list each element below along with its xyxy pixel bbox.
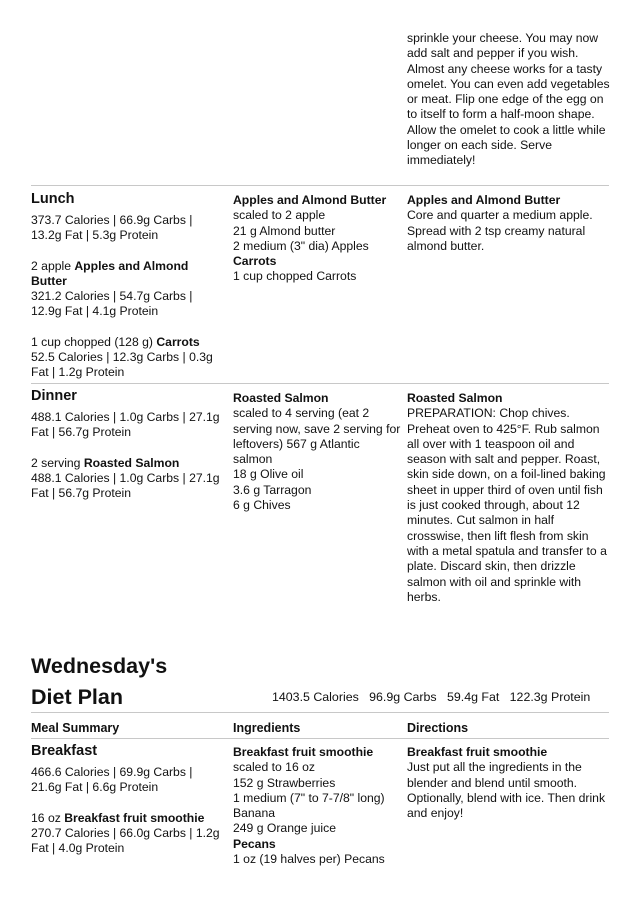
meal-nutrition: 373.7 Calories | 66.9g Carbs | 13.2g Fat | 5.3g Protein	[31, 213, 193, 243]
ingredient-title: Carrots	[233, 254, 277, 269]
divider	[31, 712, 609, 713]
item-qty: 2 serving	[31, 455, 81, 470]
meal-item	[31, 811, 226, 826]
item-qty: 2 apple	[31, 258, 71, 273]
total-calories: 1403.5 Calories	[272, 690, 359, 704]
lunch-directions	[407, 193, 611, 254]
ingredient-line: 1 oz (19 halves per) Pecans	[233, 852, 385, 867]
directions-text: Just put all the ingredients in the blender and blend until smooth. Optionally, blend with ice. Then drink and enjoy!	[407, 760, 606, 821]
meal-title: Lunch	[31, 191, 75, 207]
directions-title: Roasted Salmon	[407, 391, 503, 405]
ingredient-line: 1 medium (7" to 7-7/8" long) Banana	[233, 790, 385, 821]
day-title-line2: Diet Plan	[31, 685, 123, 709]
prev-breakfast-directions: sprinkle your cheese. You may now add salt and pepper if you wish. Almost any cheese works for a tasty omelet. You can even add vegetables or meat. Flip one edge of the egg on to itself to form a half-moon shape. Allow the omelet to cook a little while longer on each side. Serve immediately!	[407, 31, 610, 168]
ingredient-line: 1 cup chopped Carrots	[233, 269, 357, 284]
ingredient-line: 21 g Almond butter	[233, 223, 336, 238]
ingredient-line: 249 g Orange juice	[233, 821, 336, 836]
dinner-summary	[31, 387, 226, 501]
meal-item	[31, 259, 226, 290]
total-carbs: 96.9g Carbs	[369, 690, 437, 704]
ingredient-line: scaled to 4 serving (eat 2 serving now, save 2 serving for leftovers) 567 g Atlantic salmon	[233, 406, 401, 467]
item-nutrition: 270.7 Calories | 66.0g Carbs | 1.2g Fat | 4.0g Protein	[31, 825, 220, 856]
ingredient-line: 152 g Strawberries	[233, 775, 336, 790]
item-nutrition: 488.1 Calories | 1.0g Carbs | 27.1g Fat | 56.7g Protein	[31, 470, 220, 501]
ingredient-line: 6 g Chives	[233, 498, 291, 513]
dinner-ingredients	[233, 391, 401, 513]
meal-item	[31, 335, 226, 350]
dinner-directions	[407, 391, 611, 605]
meal-title: Dinner	[31, 388, 77, 404]
meal-title: Breakfast	[31, 743, 98, 759]
breakfast-ingredients	[233, 745, 401, 867]
column-header-directions: Directions	[407, 721, 469, 735]
ingredient-title: Breakfast fruit smoothie	[233, 745, 374, 759]
item-name: Roasted Salmon	[83, 455, 180, 470]
breakfast-summary	[31, 742, 226, 856]
directions-title: Apples and Almond Butter	[407, 193, 561, 207]
meal-item	[31, 456, 226, 471]
ingredient-title: Apples and Almond Butter	[233, 193, 387, 207]
lunch-ingredients	[233, 193, 401, 285]
ingredient-line: scaled to 16 oz	[233, 760, 315, 775]
item-name: Carrots	[156, 334, 200, 349]
divider	[31, 738, 609, 739]
directions-title: Breakfast fruit smoothie	[407, 745, 548, 759]
divider	[31, 383, 609, 384]
meal-nutrition: 466.6 Calories | 69.9g Carbs | 21.6g Fat | 6.6g Protein	[31, 765, 193, 795]
breakfast-directions	[407, 745, 611, 821]
item-name: Breakfast fruit smoothie	[64, 810, 205, 825]
ingredient-line: 3.6 g Tarragon	[233, 482, 312, 497]
ingredient-line: 2 medium (3" dia) Apples	[233, 238, 369, 253]
item-qty: 1 cup chopped (128 g)	[31, 334, 153, 349]
column-header-summary: Meal Summary	[31, 721, 120, 735]
item-name: Apples and Almond Butter	[31, 258, 189, 288]
directions-text: Core and quarter a medium apple. Spread with 2 tsp creamy natural almond butter.	[407, 208, 593, 253]
lunch-summary	[31, 190, 226, 381]
item-qty: 16 oz	[31, 810, 61, 825]
item-nutrition: 321.2 Calories | 54.7g Carbs | 12.9g Fat | 4.1g Protein	[31, 289, 193, 319]
day-totals	[272, 690, 590, 704]
ingredient-title: Pecans	[233, 836, 276, 851]
total-fat: 59.4g Fat	[446, 690, 500, 704]
directions-text: PREPARATION: Chop chives. Preheat oven to 425°F. Rub salmon all over with 1 teaspoon oil and season with salt and pepper. Roast, skin side down, on a foil-lined baking sheet in upper third of oven until fish is just cooked through, about 12 minutes. Cut salmon in half crosswise, then lift flesh from skin with a metal spatula and transfer to a plate. Discard skin, then drizzle salmon with oil and sprinkle with herbs.	[407, 406, 607, 604]
ingredient-line: scaled to 2 apple	[233, 208, 326, 223]
divider	[31, 185, 609, 186]
day-title-line1: Wednesday's	[31, 654, 168, 678]
item-nutrition: 52.5 Calories | 12.3g Carbs | 0.3g Fat | 1.2g Protein	[31, 350, 213, 380]
column-header-ingredients: Ingredients	[233, 721, 301, 735]
total-protein: 122.3g Protein	[509, 690, 591, 704]
meal-nutrition: 488.1 Calories | 1.0g Carbs | 27.1g Fat | 56.7g Protein	[31, 410, 220, 440]
ingredient-line: 18 g Olive oil	[233, 467, 304, 482]
ingredient-title: Roasted Salmon	[233, 391, 329, 405]
